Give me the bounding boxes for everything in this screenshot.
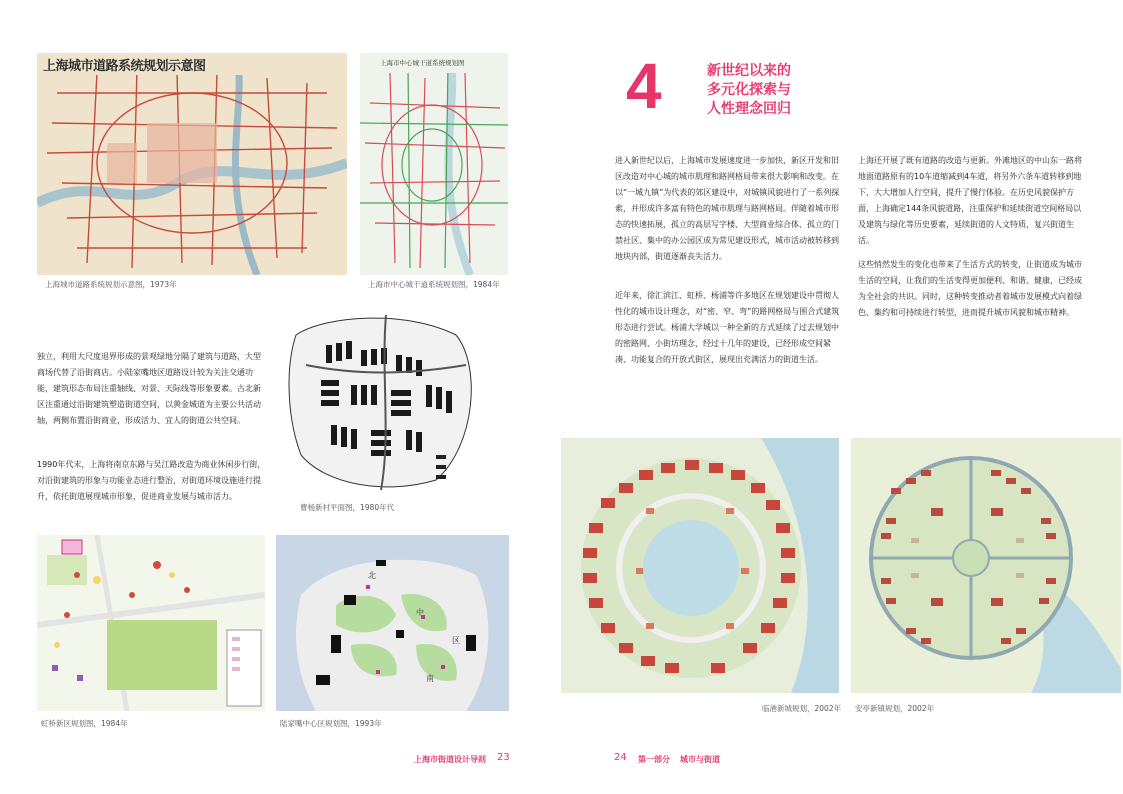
right-footer-part: 第一部分 <box>638 755 670 764</box>
anting-plan-image <box>851 438 1121 693</box>
hongqiao-plan-figure <box>37 535 265 711</box>
map-1984-title: 上海市中心城干道系统规划图 <box>380 59 465 67</box>
map-1984-figure <box>360 53 508 275</box>
hongqiao-plan-caption: 虹桥新区规划图，1984年 <box>41 719 128 728</box>
lingang-plan-image <box>561 438 839 693</box>
right-col1-paragraph-2: 近年来，徐汇滨江、虹桥、杨浦等许多地区在规划建设中贯彻人性化的城市设计理念，对“密、窄、弯”的路网格局与围合式建筑形态进行尝试。杨浦大学城以一种全新的方式延续了过去规划中的密路网、小街坊理念，经过十几年的建设，已经形成空间紧凑、功能复合的开放式街区，展现出充满活力的街道生活。 <box>615 291 840 364</box>
chapter-heading-line-3: 人性理念回归 <box>707 101 791 117</box>
left-paragraph-2: 1990年代末，上海将南京东路与吴江路改造为商业休闲步行街，对沿街建筑的形象与功能业态进行整治，对街道环境设施进行提升，依托街道展现城市形象，促进商业发展与城市活力。 <box>37 460 266 501</box>
map-label-district: 区 <box>452 636 460 645</box>
left-paragraph-1: 独立，利用大尺度退界形成的景观绿地分隔了建筑与道路，大型商场代替了沿街商店。小陆家嘴地区道路设计较为关注交通功能，建筑形态布局注重轴线、对景、天际线等形象要素。古北新区注重通过沿街建筑塑造街道空间，以黄金城道为主要公共活动轴，两侧布置沿街商业，形成活力、宜人的街道公共空间。 <box>37 352 261 425</box>
lujiazui-plan-caption: 陆家嘴中心区规划图，1993年 <box>280 719 382 728</box>
map-label-south: 南 <box>426 674 434 683</box>
map-1973-image <box>37 53 347 275</box>
caoyang-plan-image <box>286 305 486 497</box>
map-1984-caption: 上海市中心城干道系统规划图，1984年 <box>368 280 500 289</box>
anting-plan-caption: 安亭新镇规划，2002年 <box>855 704 935 713</box>
chapter-number: 4 <box>626 50 662 122</box>
chapter-heading <box>707 62 791 119</box>
lujiazui-plan-figure <box>276 535 509 711</box>
map-1973-caption: 上海城市道路系统规划示意图，1973年 <box>45 280 177 289</box>
left-footer-title: 上海市街道设计导则 <box>414 755 486 764</box>
chapter-heading-line-2: 多元化探索与 <box>707 82 791 98</box>
map-1973-figure <box>37 53 347 275</box>
hongqiao-plan-image <box>37 535 265 711</box>
caoyang-plan-caption: 曹杨新村平面图，1980年代 <box>300 503 395 512</box>
map-label-north: 北 <box>368 571 376 580</box>
right-col2-paragraph-1: 上海还开展了既有道路的改造与更新。外滩地区的中山东一路将地面道路原有的10车道缩减到4车道，将另外六条车道转移到地下，大大增加人行空间，提升了慢行体验。在历史风貌保护方面，上海确定144条风貌道路，注重保护和延续街道空间格局以及建筑与绿化等历史要素，延续街道的人文特质，复兴街道生活。 <box>858 156 1082 245</box>
right-col2-paragraph-2: 这些悄然发生的变化也带来了生活方式的转变，让街道成为城市生活的空间，让我们的生活变得更加便利、和谐、健康，已经成为全社会的共识。同时，这种转变推动者着城市发展模式向着绿色、集约和可持续进行转型，进而提升城市风貌和城市精神。 <box>858 260 1082 317</box>
right-col1-paragraph-1: 进入新世纪以后，上海城市发展速度进一步加快，新区开发和旧区改造对中心城的城市肌理和路网格局带来很大影响和改变。在以“一城九镇”为代表的郊区建设中，对城镇风貌进行了一系列探索，并形成许多富有特色的城市肌理与路网格局。伴随着城市形态的快速拓展，孤立的高层写字楼、大型商业综合体、孤立的门禁社区、集中的办公园区成为常见建设形式，城市活动被转移到地块内部，街道逐渐丧失活力。 <box>615 156 840 261</box>
caoyang-plan-figure <box>286 305 486 497</box>
anting-plan-figure <box>851 438 1121 693</box>
right-footer-section: 城市与街道 <box>680 755 720 764</box>
lingang-plan-caption: 临港新城规划，2002年 <box>762 704 842 713</box>
lingang-plan-figure <box>561 438 839 693</box>
lujiazui-plan-image <box>276 535 509 711</box>
map-1973-title: 上海城市道路系统规划示意图 <box>43 59 206 74</box>
map-label-center: 中 <box>416 608 424 617</box>
right-footer-page-number: 24 <box>614 752 627 763</box>
chapter-heading-line-1: 新世纪以来的 <box>707 63 791 79</box>
left-footer-page-number: 23 <box>497 752 510 763</box>
map-1984-image <box>360 53 508 275</box>
